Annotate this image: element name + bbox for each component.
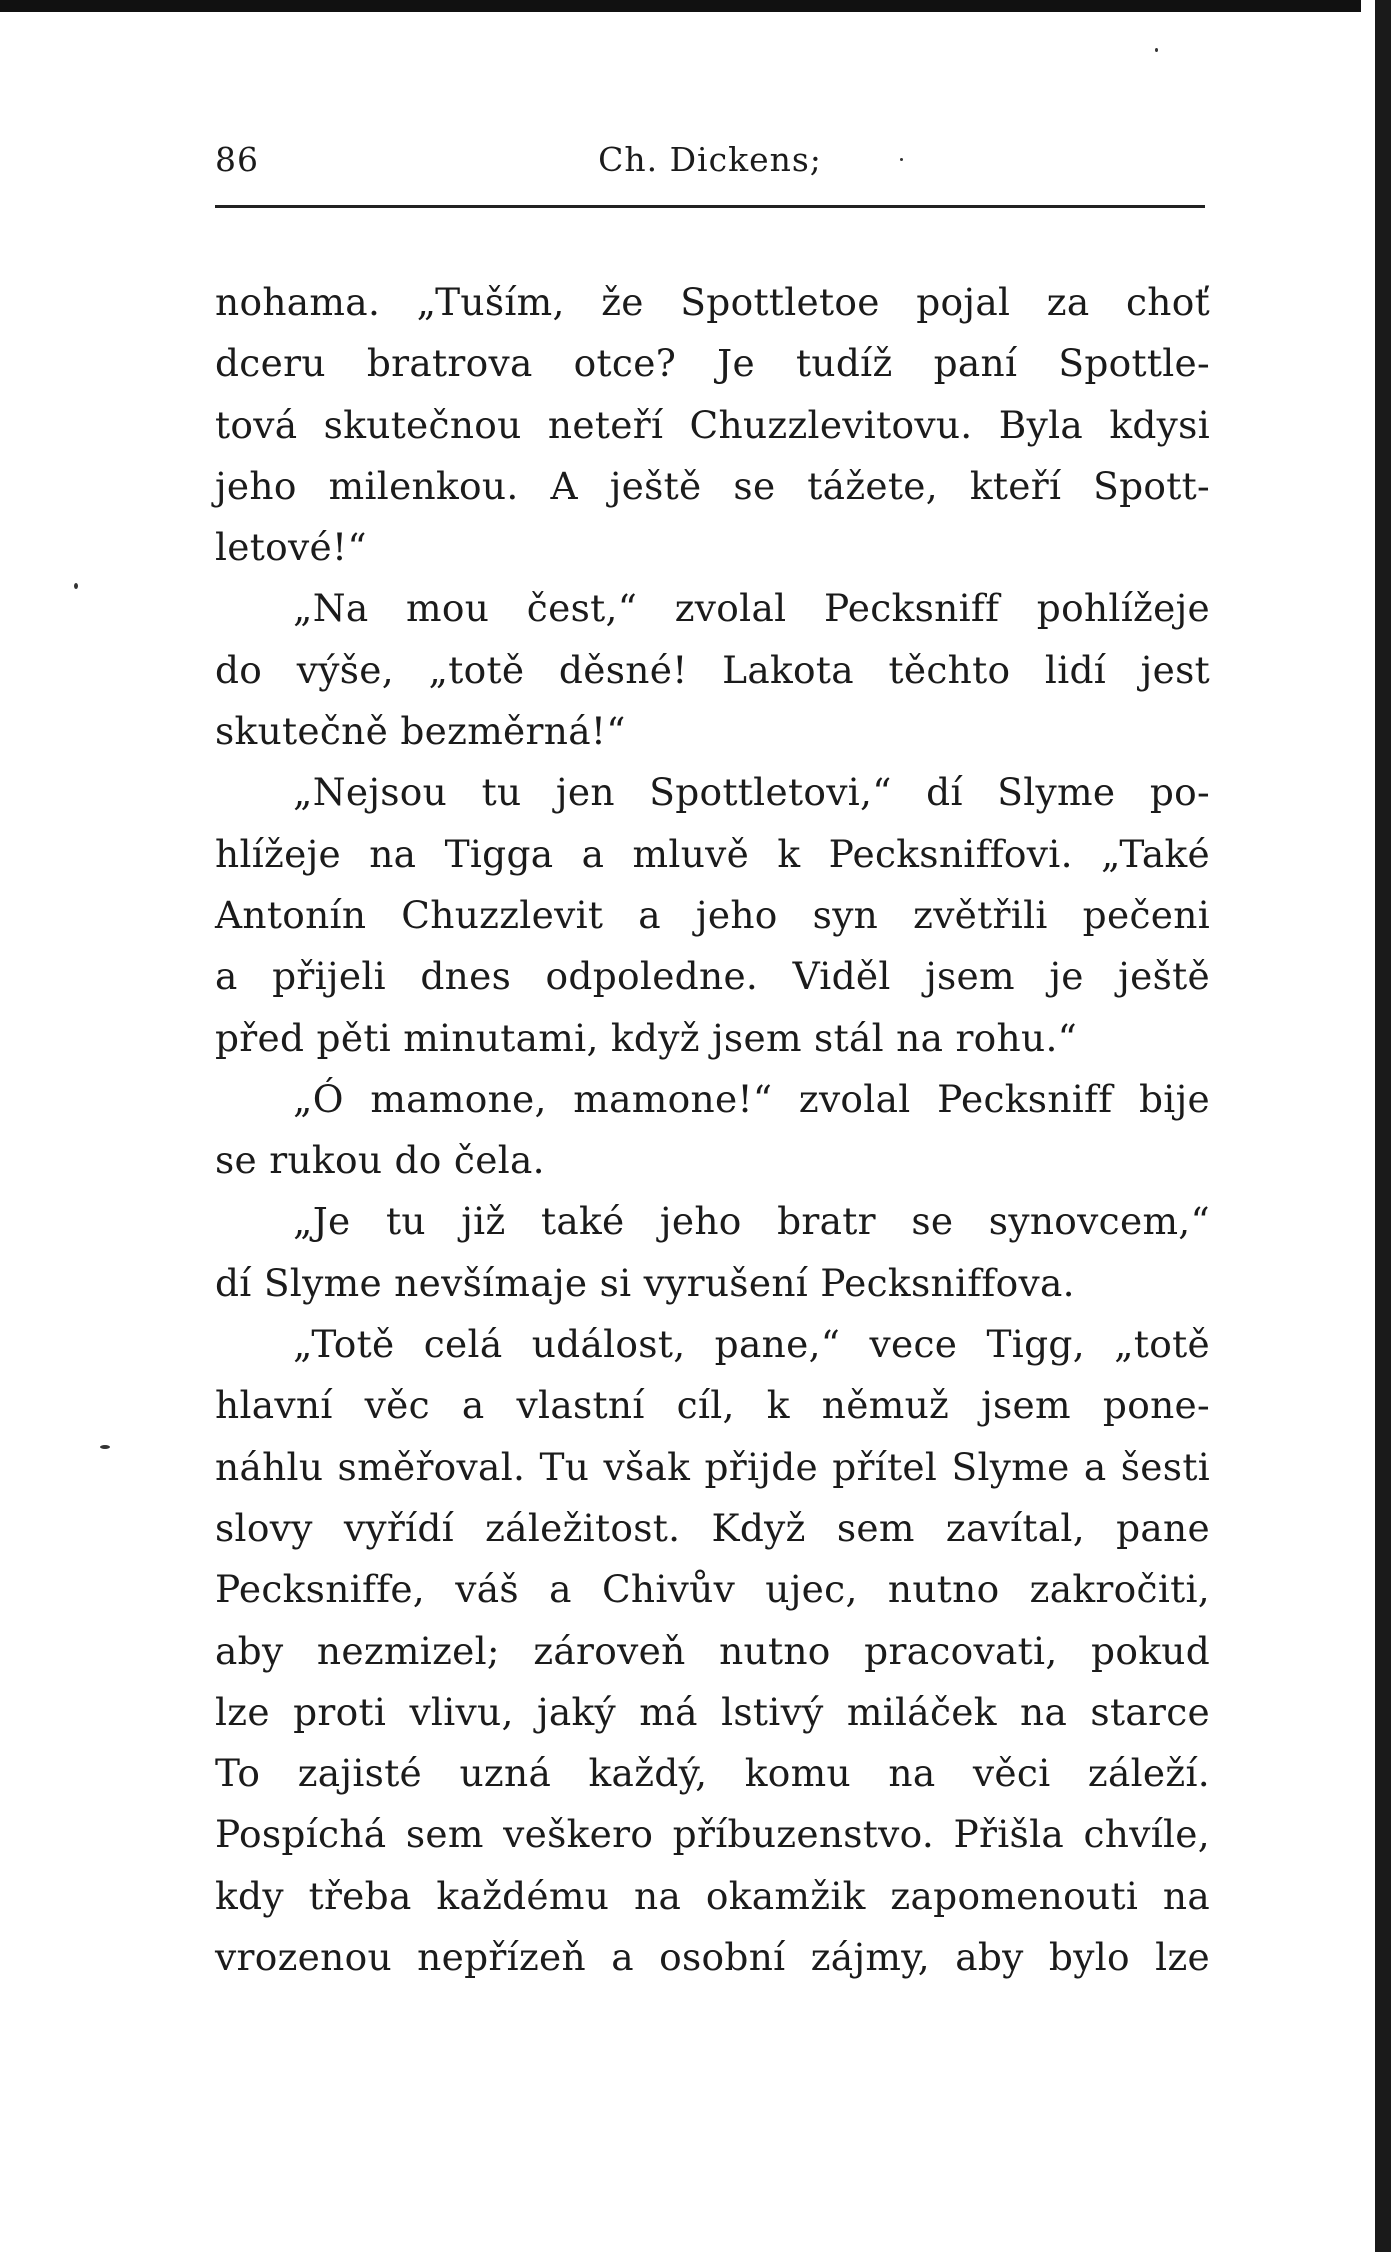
- text-line: hlavní věc a vlastní cíl, k němuž jsem pone-: [215, 1383, 1210, 1428]
- text-line: To zajisté uzná každý, komu na věci záleží.: [215, 1751, 1210, 1796]
- text-line: jeho milenkou. A ještě se tážete, kteří Spott-: [215, 463, 1210, 508]
- header-rule: [215, 205, 1205, 208]
- text-line: letové!“: [215, 525, 367, 570]
- body-text: [215, 272, 1210, 1988]
- text-line: „Je tu již také jeho bratr se synovcem,“: [293, 1199, 1210, 1244]
- text-line: dí Slyme nevšímaje si vyrušení Pecksniffova.: [215, 1260, 1075, 1305]
- text-line: skutečně bezměrná!“: [215, 709, 626, 754]
- text-line: vrozenou nepřízeň a osobní zájmy, aby bylo lze: [215, 1935, 1210, 1980]
- text-line: do výše, „totě děsné! Lakota těchto lidí jest: [215, 647, 1210, 692]
- text-line: slovy vyřídí záležitost. Když sem zavítal, pane: [215, 1505, 1210, 1550]
- scan-speck: [74, 583, 78, 589]
- text-line: „Nejsou tu jen Spottletovi,“ dí Slyme po-: [293, 770, 1210, 815]
- text-line: Pecksniffe, váš a Chivův ujec, nutno zakročiti,: [215, 1567, 1210, 1612]
- scan-speck: [100, 1445, 110, 1449]
- text-line: kdy třeba každému na okamžik zapomenouti na: [215, 1873, 1210, 1918]
- text-line: „Ó mamone, mamone!“ zvolal Pecksniff bije: [293, 1076, 1210, 1121]
- running-title: Ch. Dickens;: [598, 140, 822, 179]
- text-line: náhlu směřoval. Tu však přijde přítel Slyme a šesti: [215, 1444, 1210, 1489]
- text-line: se rukou do čela.: [215, 1138, 545, 1183]
- scan-speck: [1155, 48, 1158, 52]
- text-line: hlížeje na Tigga a mluvě k Pecksniffovi. „Také: [215, 831, 1210, 876]
- text-line: nohama. „Tuším, že Spottletoe pojal za choť: [215, 280, 1210, 324]
- scan-speck: [900, 158, 903, 161]
- page-number: 86: [215, 140, 259, 179]
- running-head: [215, 140, 1205, 190]
- text-line: tová skutečnou neteří Chuzzlevitovu. Byla kdysi: [215, 402, 1210, 447]
- text-line: a přijeli dnes odpoledne. Viděl jsem je ještě: [215, 954, 1210, 999]
- text-line: „Totě celá událost, pane,“ vece Tigg, „totě: [293, 1322, 1210, 1367]
- text-line: dceru bratrova otce? Je tudíž paní Spottle-: [215, 341, 1210, 386]
- text-line: aby nezmizel; zároveň nutno pracovati, pokud: [215, 1628, 1210, 1673]
- text-line: lze proti vlivu, jaký má lstivý miláček na starce: [215, 1689, 1210, 1734]
- text-line: Antonín Chuzzlevit a jeho syn zvětřili pečeni: [215, 892, 1210, 937]
- text-line: před pěti minutami, když jsem stál na rohu.“: [215, 1015, 1078, 1060]
- text-line: Pospíchá sem veškero příbuzenstvo. Přišla chvíle,: [215, 1812, 1210, 1857]
- text-line: „Na mou čest,“ zvolal Pecksniff pohlížeje: [293, 586, 1210, 631]
